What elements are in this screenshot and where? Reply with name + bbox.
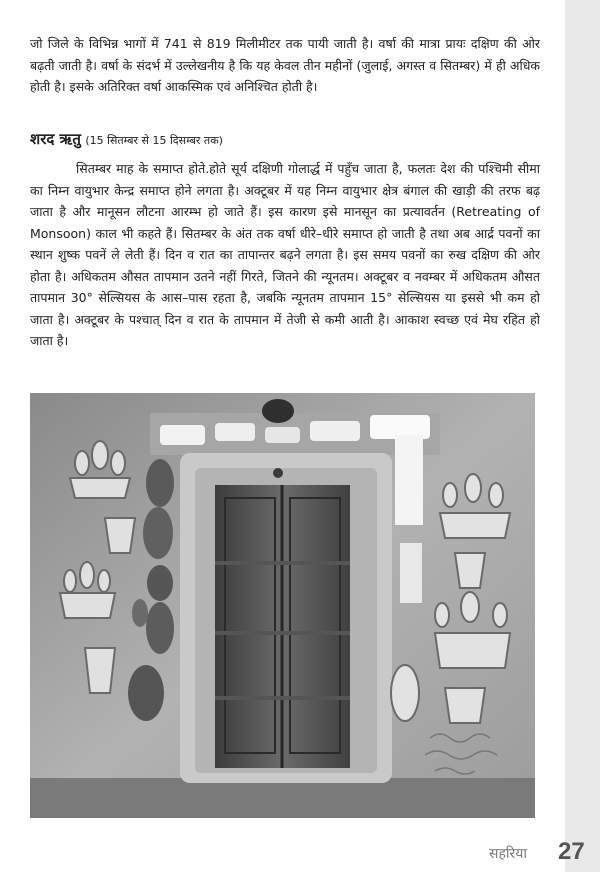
page-number: 27 — [558, 838, 585, 865]
section-heading — [30, 128, 223, 152]
photo-decorated-wooden-door — [30, 393, 535, 818]
body-paragraph: सितम्बर माह के समाप्त होते.होते सूर्य दक्षिणी गोलार्द्ध में पहुँच जाता है, फलतः देश की पश्चिमी सीमा का निम्न वायुभार केन्द्र समाप्त होने लगता है। अक्टूबर में यह निम्न वायुभार क्षेत्र बंगाल की खाड़ी की तरफ बढ़ जाता है और मानूसन लौटना आरम्भ हो जाते हैं। इस कारण इसे मानसून का प्रत्यावर्तन (Retreating of Monsoon) काल भी कहते हैं। सितम्बर के अंत तक वर्षा धीरे–धीरे समाप्त हो जाती है तथा अब आर्द्र पवनों का स्थान शुष्क पवनें ले लेती हैं। दिन व रात का तापान्तर बढ़ने लगता है। इस समय पवनों का रुख दक्षिण की ओर होता है। अधिकतम औसत तापमान उतने नहीं गिरते, जितने की न्यूनतम। अक्टूबर व नवम्बर में अधिकतम औसत तापमान 30° सेल्सियस के आस–पास रहता है, जबकि न्यूनतम तापमान 15° सेल्सियस या इससे भी कम हो जाता है। अक्टूबर के पश्चात् दिन व रात के तापमान में तेजी से कमी आती है। आकाश स्वच्छ एवं मेघ रहित हो जाता है। — [30, 161, 540, 348]
section-subtitle: (15 सितम्बर से 15 दिसम्बर तक) — [85, 134, 223, 147]
section-title: शरद ऋतु — [30, 130, 81, 148]
footer-book-title: सहरिया — [489, 846, 527, 862]
body-paragraph: जो जिले के विभिन्न भागों में 741 से 819 मिलीमीटर तक पायी जाती है। वर्षा की मात्रा प्रायः दक्षिण की ओर बढ़ती जाती है। वर्षा के संदर्भ में उल्लेखनीय है कि यह केवल तीन महीनों (जुलाई, अगस्त व सितम्बर) में ही अधिक होती है। इसके अतिरिक्त वर्षा आकस्मिक एवं अनिश्चित होती है। — [30, 36, 540, 94]
page-edge-strip — [565, 0, 600, 872]
